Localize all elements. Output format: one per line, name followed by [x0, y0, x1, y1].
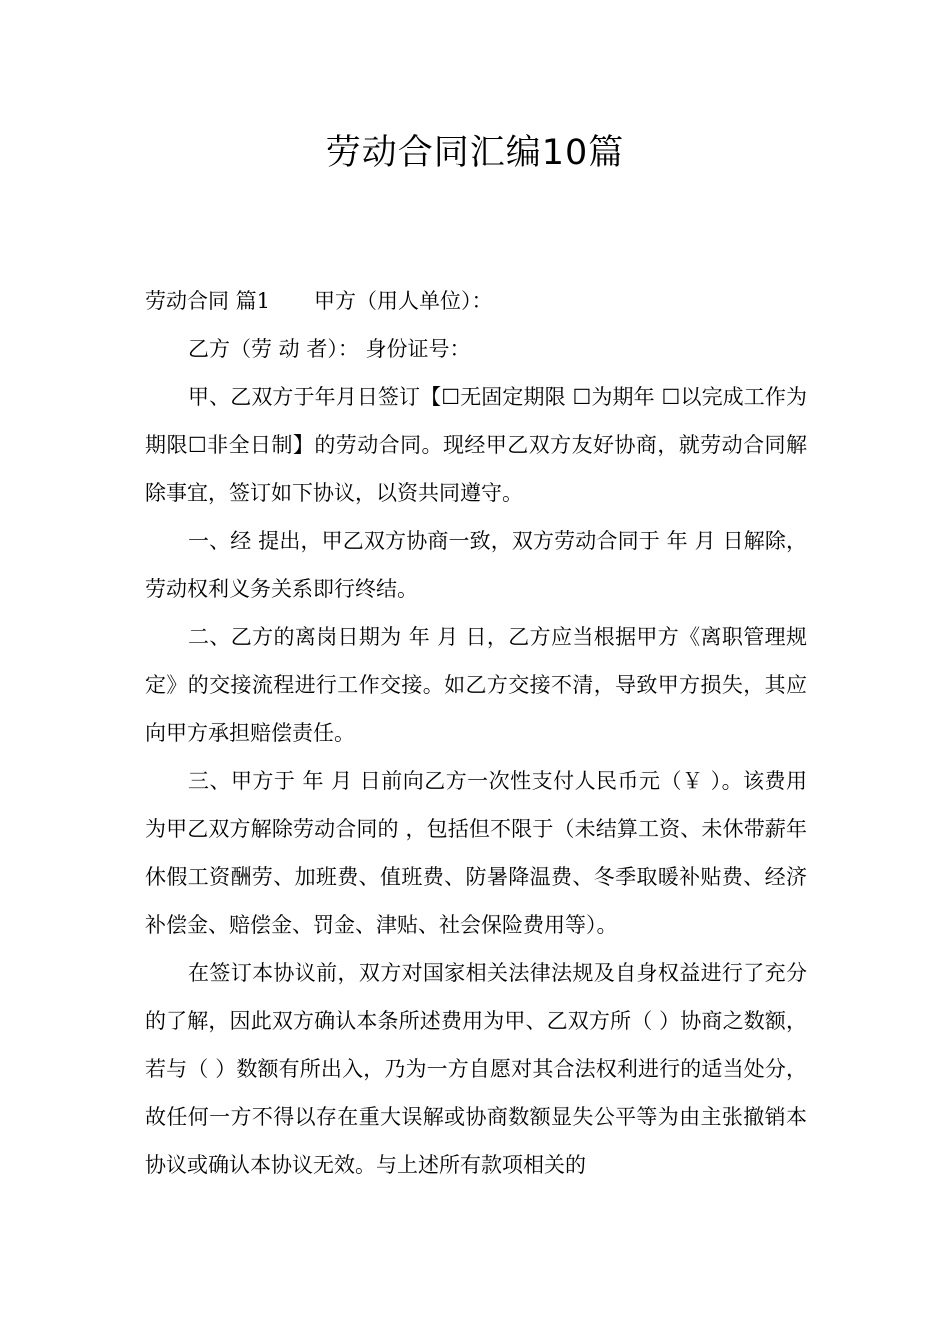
section-heading-line — [145, 277, 807, 325]
document-title: 劳动合同汇编10篇 — [325, 133, 625, 173]
paragraph: 一、经 提出，甲乙双方协商一致，双方劳动合同于 年 月 日解除，劳动权利义务关系即行终结。 — [145, 529, 807, 601]
paragraph: 二、乙方的离岗日期为 年 月 日，乙方应当根据甲方《离职管理规定》的交接流程进行工作交接。如乙方交接不清，导致甲方损失，其应向甲方承担赔偿责任。 — [145, 625, 807, 745]
party-b-line: 乙方（劳 动 者）： 身份证号： — [188, 337, 471, 361]
party-a-line: 甲方（用人单位）： — [314, 289, 493, 313]
paragraph: 甲、乙双方于年月日签订【☐无固定期限 ☐为期年 ☐以完成工作为期限☐非全日制】的劳动合同。现经甲乙双方友好协商，就劳动合同解除事宜，签订如下协议，以资共同遵守。 — [145, 385, 807, 505]
document-body — [145, 277, 807, 1189]
paragraph: 在签订本协议前，双方对国家相关法律法规及自身权益进行了充分的了解，因此双方确认本条所述费用为甲、乙双方所（ ）协商之数额，若与（ ）数额有所出入，乃为一方自愿对其合法权利进行的适当处分，故任何一方不得以存在重大误解或协商数额显失公平等为由主张撤销本协议或确认本协议无效。与上述所有款项相关的 — [145, 961, 807, 1177]
section-label: 劳动合同 篇1 — [145, 289, 271, 313]
paragraph: 三、甲方于 年 月 日前向乙方一次性支付人民币元（￥ ）。该费用为甲乙双方解除劳动合同的 ，包括但不限于（未结算工资、未休带薪年休假工资酬劳、加班费、值班费、防暑降温费、冬季取暖补贴费、经济补偿金、赔偿金、罚金、津贴、社会保险费用等）。 — [145, 769, 807, 937]
